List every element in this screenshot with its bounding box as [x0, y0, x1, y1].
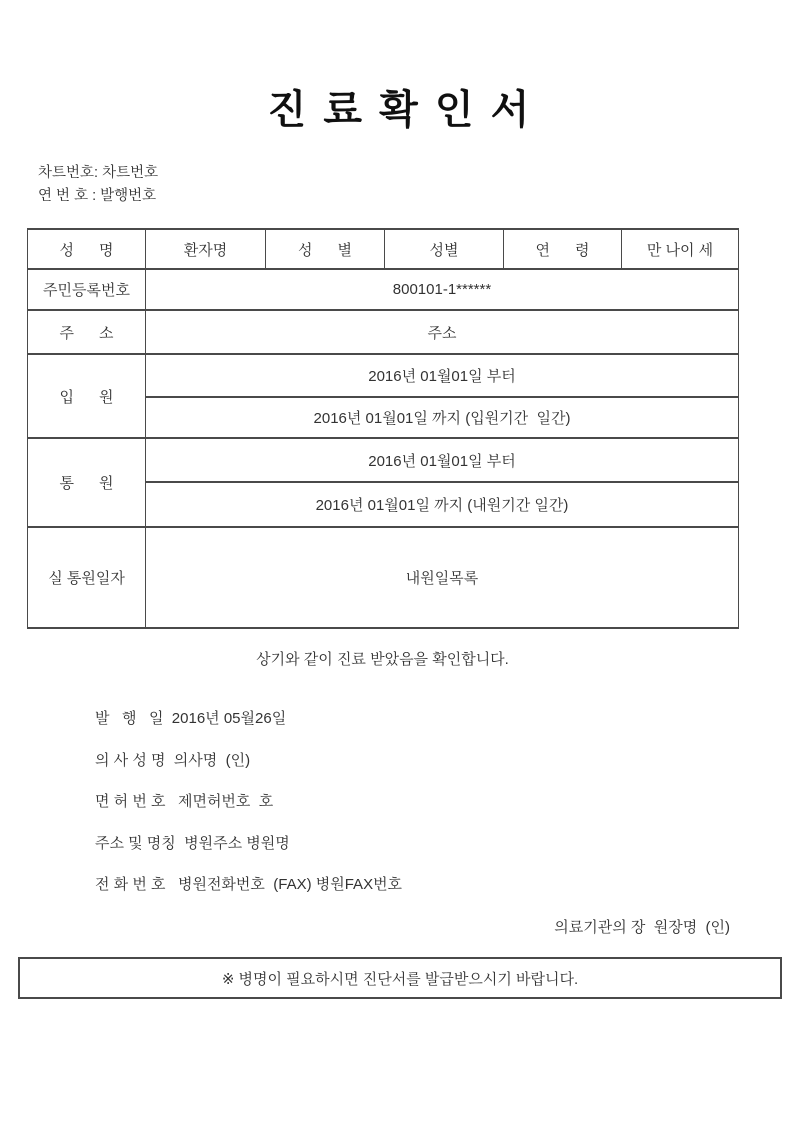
- inpatient-label-cell: 입 원: [28, 354, 146, 438]
- visit-days-value-cell: 내원일목록: [146, 527, 739, 628]
- inpatient-to-cell: 2016년 01월01일 까지 (입원기간 일간): [146, 397, 739, 438]
- director-signature-line: 의료기관의 장 원장명 (인): [554, 919, 730, 936]
- doctor-name-line: 의 사 성 명 의사명 (인): [95, 751, 251, 769]
- license-number-line: 면 허 번 호 제면허번호 호: [95, 793, 274, 810]
- table-row-inpatient-from: [28, 354, 739, 397]
- address-value-cell: 주소: [146, 310, 739, 354]
- document-meta: [38, 162, 158, 208]
- name-label-cell: 성 명: [28, 229, 146, 269]
- phone-fax-line: 전 화 번 호 병원전화번호 (FAX) 병원FAX번호: [95, 876, 403, 893]
- confirmation-text: 상기와 같이 진료 받았음을 확인합니다.: [256, 651, 509, 668]
- sex-label-cell: 성 별: [266, 229, 385, 269]
- inpatient-from-cell: 2016년 01월01일 부터: [146, 354, 739, 397]
- table-row-visit-days: [28, 527, 739, 628]
- table-row-outpatient-from: [28, 438, 739, 482]
- outpatient-from-cell: 2016년 01월01일 부터: [146, 438, 739, 482]
- rrn-label-cell: 주민등록번호: [28, 269, 146, 310]
- issuance-block: [95, 698, 402, 906]
- serial-number-line: 연 번 호 : 발행번호: [38, 188, 157, 204]
- table-row-header: [28, 229, 739, 269]
- table-row-address: [28, 310, 739, 354]
- sex-value-cell: 성별: [385, 229, 504, 269]
- footer-notice-text: ※ 병명이 필요하시면 진단서를 발급받으시기 바랍니다.: [221, 970, 579, 988]
- patient-info-table: [27, 228, 739, 629]
- hospital-address-name-line: 주소 및 명칭 병원주소 병원명: [95, 834, 290, 852]
- rrn-value-cell: 800101-1******: [146, 269, 739, 310]
- visit-days-label-cell: 실 통원일자: [28, 527, 146, 628]
- outpatient-label-cell: 통 원: [28, 438, 146, 527]
- table-row-rrn: [28, 269, 739, 310]
- age-label-cell: 연 령: [504, 229, 622, 269]
- name-value-cell: 환자명: [146, 229, 266, 269]
- issue-date-line: 발 행 일 2016년 05월26일: [95, 710, 287, 727]
- address-label-cell: 주 소: [28, 310, 146, 354]
- age-value-cell: 만 나이 세: [622, 229, 739, 269]
- footer-notice-box: [18, 957, 782, 999]
- page-title: 진 료 확 인 서: [267, 88, 533, 132]
- chart-number-line: 차트번호: 차트번호: [38, 165, 159, 181]
- outpatient-to-cell: 2016년 01월01일 까지 (내원기간 일간): [146, 482, 739, 527]
